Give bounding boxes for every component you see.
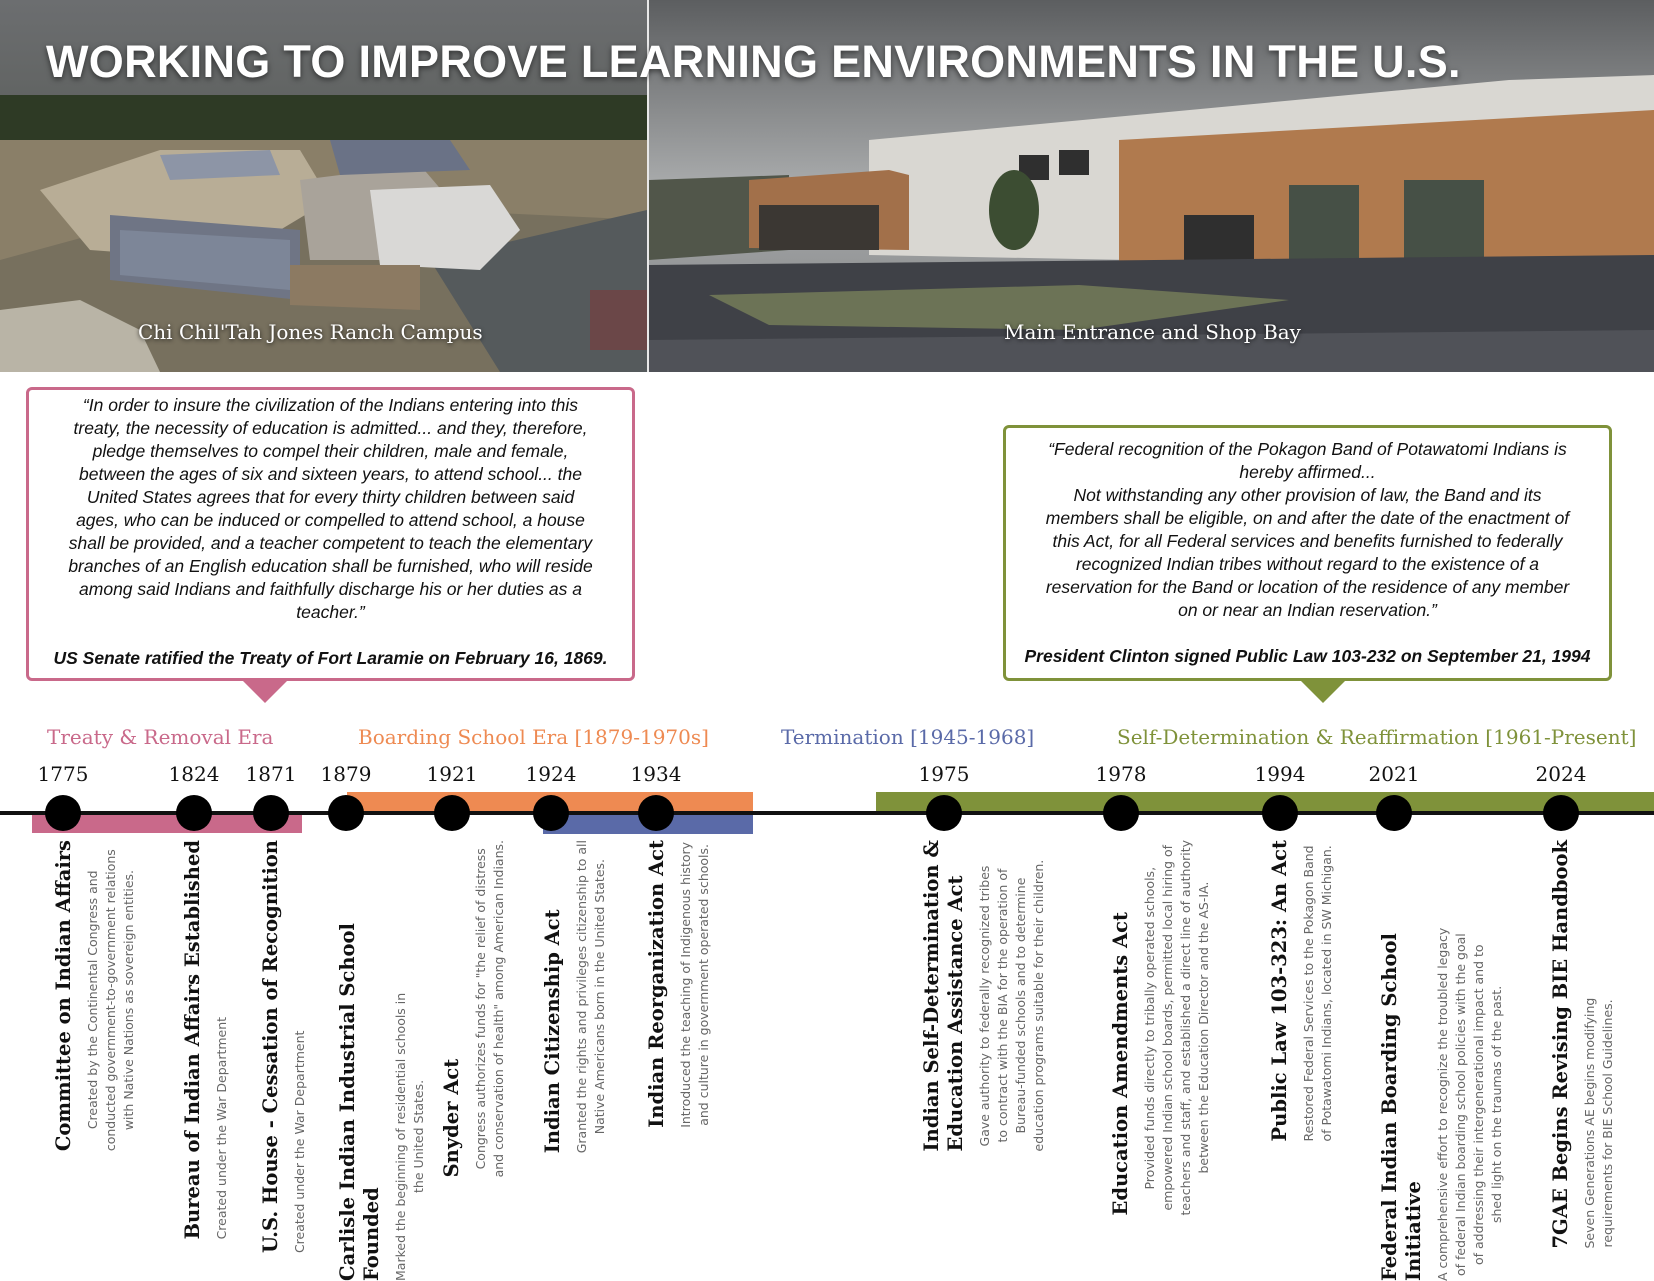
event-title: Bureau of Indian Affairs Established <box>181 840 204 1240</box>
event-description: Introduced the teaching of Indigenous history and culture in government operated schools. <box>678 841 711 1128</box>
year-label: 1824 <box>168 762 220 786</box>
event-description: A comprehensive effort to recognize the troubled legacy of federal Indian boarding school policies with the goal of addressing their intergenerational impact and to shed light on the traumas of the past. <box>1435 927 1504 1281</box>
timeline-marker <box>434 795 470 831</box>
event-description: Created under the War Department <box>292 1030 307 1254</box>
era-label-termination: Termination [1945-1968] <box>781 725 1035 749</box>
timeline-marker <box>253 795 289 831</box>
page-title: WORKING TO IMPROVE LEARNING ENVIRONMENTS IN THE U.S. <box>46 36 1461 87</box>
timeline-marker <box>1262 795 1298 831</box>
treaty-quote-box <box>26 387 635 681</box>
event-title: U.S. House - Cessation of Recognition <box>259 840 282 1254</box>
timeline-marker <box>176 795 212 831</box>
treaty-quote-attribution: US Senate ratified the Treaty of Fort Laramie on February 16, 1869. <box>53 648 608 668</box>
treaty-quote-pointer <box>243 681 287 703</box>
event-description: Created under the War Department <box>214 1016 229 1240</box>
year-label: 1921 <box>426 762 478 786</box>
era-label-self-determination: Self-Determination & Reaffirmation [1961-Present] <box>1117 725 1637 749</box>
event-title: Public Law 103-323: An Act <box>1268 840 1291 1142</box>
event-title: Federal Indian Boarding School Initiative <box>1378 933 1425 1281</box>
timeline-marker <box>533 795 569 831</box>
event-description: Granted the rights and privileges citizenship to all Native Americans born in the United States. <box>574 840 607 1154</box>
event-title: Carlisle Indian Industrial School Founded <box>336 923 383 1281</box>
timeline-marker <box>638 795 674 831</box>
timeline-marker <box>926 795 962 831</box>
event-description: Congress authorizes funds for "the relief of distress and conservation of health" among American Indians. <box>473 840 506 1178</box>
timeline-marker <box>45 795 81 831</box>
timeline-marker <box>1103 795 1139 831</box>
event-7gae-bie-handbook <box>1549 840 1654 1249</box>
timeline-marker <box>1543 795 1579 831</box>
year-label: 1879 <box>320 762 372 786</box>
event-description: Seven Generations AE begins modifying requirements for BIE School Guidelines. <box>1582 997 1615 1249</box>
pokagon-quote-attribution: President Clinton signed Public Law 103-232 on September 21, 1994 <box>1024 646 1591 666</box>
year-label: 1978 <box>1095 762 1147 786</box>
pokagon-quote-box <box>1003 425 1612 681</box>
event-description: Provided funds directly to tribally operated schools, empowered Indian school boards, permitted local hiring of teachers and staff, and established a direct line of authority between the Education Director and the AS-IA. <box>1142 840 1211 1216</box>
event-description: Marked the beginning of residential schools in the United States. <box>393 992 426 1281</box>
pokagon-quote-pointer <box>1301 681 1345 703</box>
event-title: Indian Reorganization Act <box>645 840 668 1128</box>
year-label: 1775 <box>37 762 89 786</box>
treaty-quote-text: “In order to insure the civilization of the Indians entering into this treaty, the necessity of education is admitted... and they, therefore, pledge themselves to compel their children, male and female, between the ages of six and sixteen years, to attend school... the United States agrees that for every thirty children between said ages, who can be induced or compelled to attend school, a house shall be provided, and a teacher competent to teach the elementary branches of an English education shall be furnished, who will reside among said Indians and faithfully discharge his or her duties as a teacher.” <box>68 395 593 622</box>
event-title: Education Amendments Act <box>1109 911 1132 1216</box>
event-title: Snyder Act <box>440 1058 463 1178</box>
year-label: 2021 <box>1368 762 1420 786</box>
timeline-marker <box>1376 795 1412 831</box>
year-label: 2024 <box>1535 762 1587 786</box>
event-title: 7GAE Begins Revising BIE Handbook <box>1549 840 1572 1249</box>
era-label-treaty-removal: Treaty & Removal Era <box>47 725 274 749</box>
event-description: Restored Federal Services to the Pokagon Band of Potawatomi Indians, located in SW Michigan. <box>1301 845 1334 1142</box>
era-label-boarding-school: Boarding School Era [1879-1970s] <box>358 725 709 749</box>
event-title: Indian Citizenship Act <box>541 909 564 1154</box>
year-label: 1975 <box>918 762 970 786</box>
pokagon-quote-text: “Federal recognition of the Pokagon Band of Potawatomi Indians is hereby affirmed... Not withstanding any other provision of law, the Band and its members shall be eligible, on and after the date of the enactment of this Act, for all Federal services and benefits furnished to federally recognized Indian tribes without regard to the existence of a reservation for the Band or location of the residence of any member on or near an Indian reservation.” <box>1045 439 1570 620</box>
year-label: 1871 <box>245 762 297 786</box>
photo-caption-entrance: Main Entrance and Shop Bay <box>1004 320 1301 344</box>
year-label: 1924 <box>525 762 577 786</box>
photo-caption-campus: Chi Chil'Tah Jones Ranch Campus <box>138 320 483 344</box>
event-description: Created by the Continental Congress and conducted government-to-government relations with Native Nations as sovereign entities. <box>85 849 136 1152</box>
event-title: Indian Self-Determination & Education Assistance Act <box>920 840 967 1152</box>
year-label: 1994 <box>1254 762 1306 786</box>
year-label: 1934 <box>630 762 682 786</box>
event-title: Committee on Indian Affairs <box>52 840 75 1152</box>
event-description: Gave authority to federally recognized tribes to contract with the BIA for the operation of Bureau-funded schools and to determine education programs suitable for their children. <box>977 859 1046 1152</box>
timeline-marker <box>328 795 364 831</box>
hero-banner <box>0 0 1654 372</box>
